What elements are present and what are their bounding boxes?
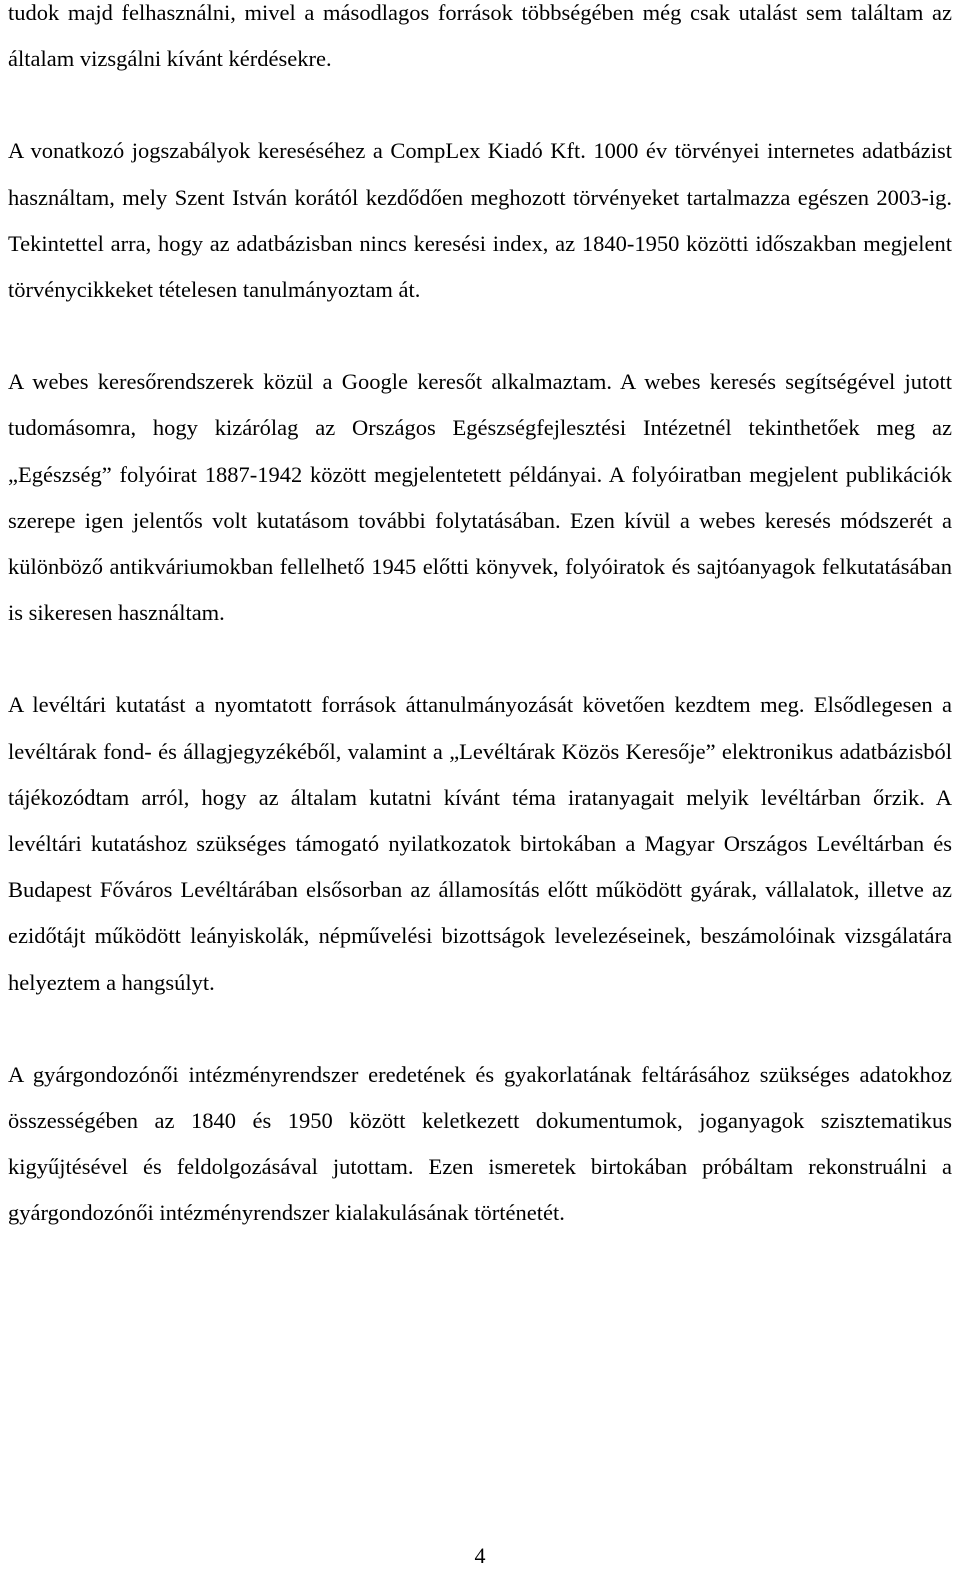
paragraph-archive-research: A levéltári kutatást a nyomtatott források áttanulmányozását követően kezdtem meg. Elsődlegesen a levéltárak fond- és állagjegyzékéből, valamint a „Levéltárak Közös Keresője” elektronikus adatbázisból tájékozódtam arról, hogy az általam kutatni kívánt téma iratanyagait melyik levéltárban őrzik. A levéltári kutatáshoz szükséges támogató nyilatkozatok birtokában a Magyar Országos Levéltárban és Budapest Főváros Levéltárában elsősorban az államosítás előtt működött gyárak, vállalatok, illetve az ezidőtájt működött leányiskolák, népművelési bizottságok levelezéseinek, beszámolóinak vizsgálatára helyeztem a hangsúlyt.	[8, 692, 952, 995]
paragraph-summary: A gyárgondozónői intézményrendszer eredetének és gyakorlatának feltárásához szükséges adatokhoz összességében az 1840 és 1950 között keletkezett dokumentumok, joganyagok szisztematikus kigyűjtésével és feldolgozásával jutottam. Ezen ismeretek birtokában próbáltam rekonstruálni a gyárgondozónői intézményrendszer kialakulásának történetét.	[8, 1061, 952, 1226]
paragraph-web-search: A webes keresőrendszerek közül a Google keresőt alkalmaztam. A webes keresés segítségével jutott tudomásomra, hogy kizárólag az Országos Egészségfejlesztési Intézetnél tekinthetőek meg az „Egészség” folyóirat 1887-1942 között megjelentetett példányai. A folyóiratban megjelent publikációk szerepe igen jelentős volt kutatásom további folytatásában. Ezen kívül a webes keresés módszerét a különböző antikváriumokban fellelhető 1945 előtti könyvek, folyóiratok és sajtóanyagok felkutatásában is sikeresen használtam.	[8, 369, 952, 626]
page-number: 4	[474, 1543, 486, 1568]
paragraph-sources-intro: tudok majd felhasználni, mivel a másodlagos források többségében még csak utalást sem találtam az általam vizsgálni kívánt kérdésekre.	[8, 0, 952, 72]
paragraph-legislation-search: A vonatkozó jogszabályok kereséséhez a CompLex Kiadó Kft. 1000 év törvényei internetes adatbázist használtam, mely Szent István korától kezdődően meghozott törvényeket tartalmazza egészen 2003-ig. Tekintettel arra, hogy az adatbázisban nincs keresési index, az 1840-1950 közötti időszakban megjelent törvénycikkeket tételesen tanulmányoztam át.	[8, 138, 952, 303]
document-page	[8, 0, 952, 1237]
